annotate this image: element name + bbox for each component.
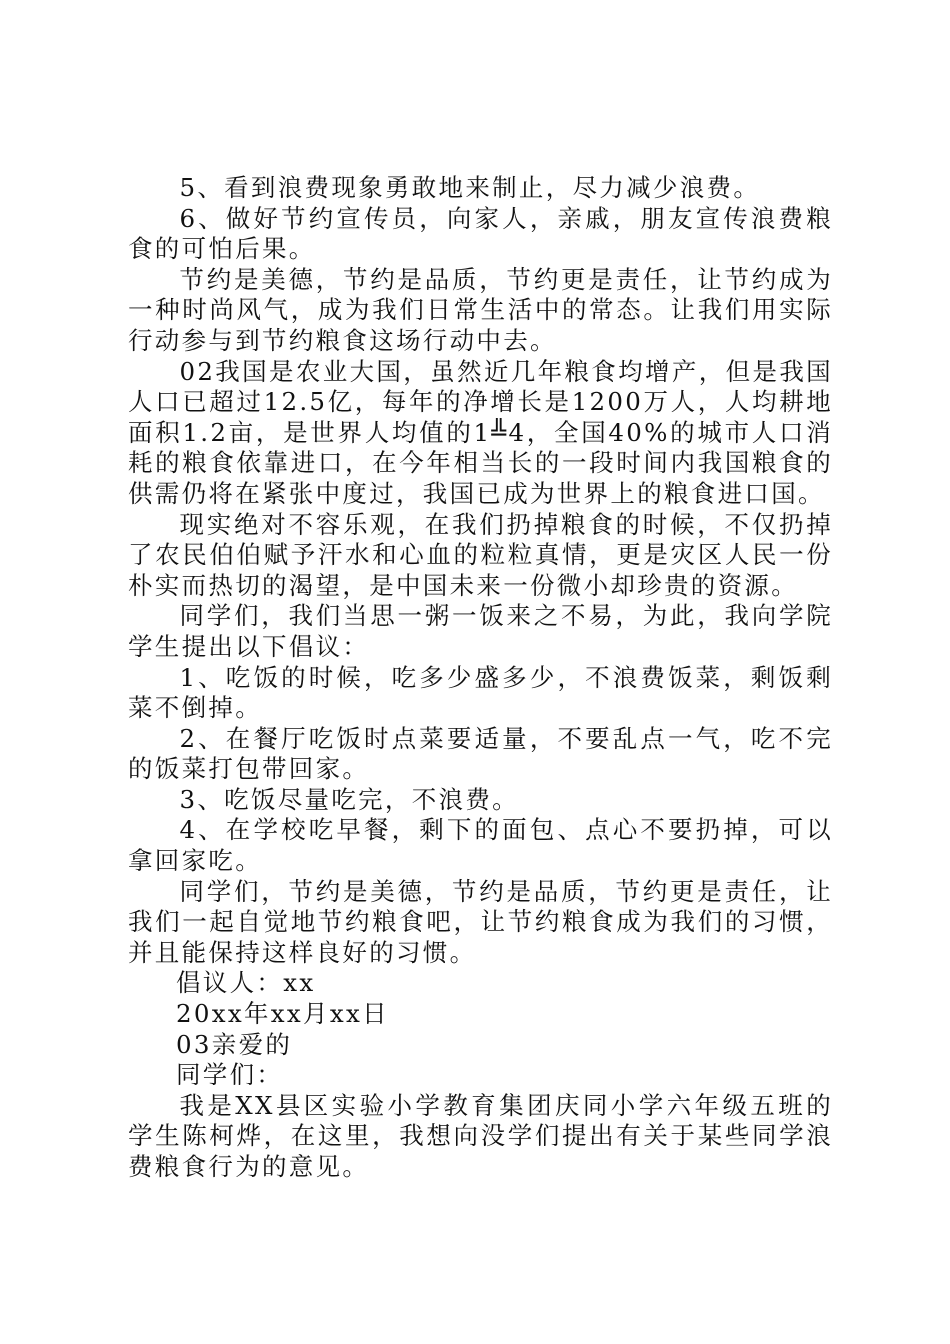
paragraph-item-5: 5、看到浪费现象勇敢地来制止，尽力减少浪费。 xyxy=(179,173,761,202)
signature-date: 20xx年xx月xx日 xyxy=(176,999,389,1029)
paragraph-introduction: 我是XX县区实验小学教育集团庆同小学六年级五班的学生陈柯烨，在这里，我想向没学们提出有关于某些同学浪费粮食行为的意见。 xyxy=(128,1090,833,1181)
paragraph-reality: 现实绝对不容乐观，在我们扔掉粮食的时候，不仅扔掉了农民伯伯赋予汗水和心血的粒粒真情，更是灾区人民一份朴实而热切的渴望，是中国未来一份微小却珍贵的资源。 xyxy=(128,509,833,600)
proposal-item-2: 2、在餐厅吃饭时点菜要适量，不要乱点一气，吃不完的饭菜打包带回家。 xyxy=(128,723,833,784)
document-body xyxy=(128,173,833,1183)
paragraph-section-02: 02我国是农业大国，虽然近几年粮食均增产，但是我国人口已超过12.5亿，每年的净增长是1200万人，人均耕地面积1.2亩，是世界人均值的1╩4，全国40%的城市人口消耗的粮食依靠进口，在今年相当长的一段时间内我国粮食的供需仍将在紧张中度过，我国已成为世界上的粮食进口国。 xyxy=(128,356,833,508)
paragraph-item-6: 6、做好节约宣传员，向家人，亲戚，朋友宣传浪费粮食的可怕后果。 xyxy=(128,203,833,264)
paragraph-thrift-virtue: 节约是美德，节约是品质，节约更是责任，让节约成为一种时尚风气，成为我们日常生活中的常态。让我们用实际行动参与到节约粮食这场行动中去。 xyxy=(128,264,833,355)
section-03-heading: 03亲爱的 xyxy=(176,1029,293,1059)
proposal-item-4: 4、在学校吃早餐，剩下的面包、点心不要扔掉，可以拿回家吃。 xyxy=(128,815,833,876)
proposal-item-3: 3、吃饭尽量吃完，不浪费。 xyxy=(179,784,519,814)
proposal-item-1: 1、吃饭的时候，吃多少盛多少，不浪费饭菜，剩饭剩菜不倒掉。 xyxy=(128,662,833,723)
salutation: 同学们： xyxy=(176,1060,284,1090)
paragraph-proposal-intro: 同学们，我们当思一粥一饭来之不易，为此，我向学院学生提出以下倡议： xyxy=(128,601,833,661)
signature-proposer: 倡议人：xx xyxy=(176,968,316,998)
paragraph-conclusion: 同学们，节约是美德，节约是品质，节约更是责任，让我们一起自觉地节约粮食吧，让节约粮食成为我们的习惯，并且能保持这样良好的习惯。 xyxy=(128,876,833,967)
